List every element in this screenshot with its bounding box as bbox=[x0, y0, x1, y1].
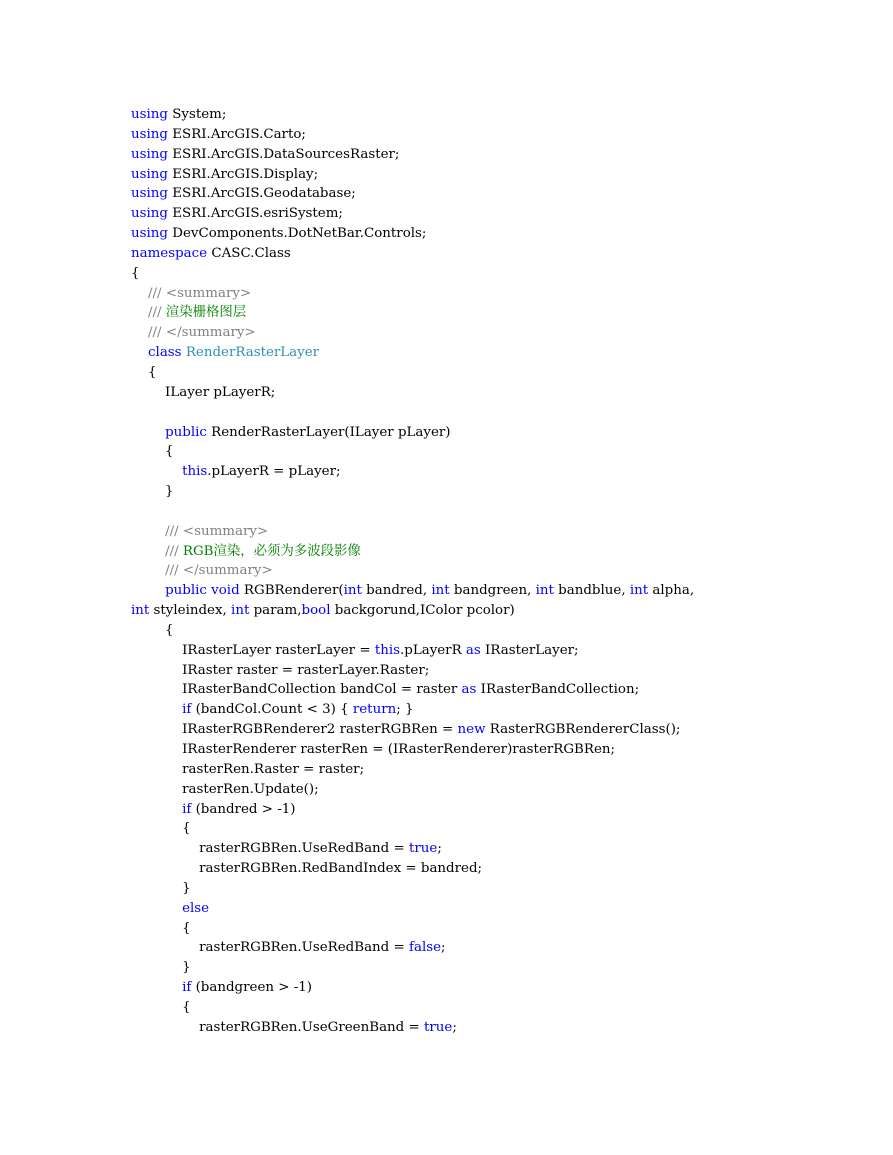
code-token: ESRI.ArcGIS.DataSourcesRaster; bbox=[167, 146, 400, 162]
code-token: bandred, bbox=[361, 583, 432, 599]
keyword-token: int bbox=[535, 583, 554, 599]
doc-tag-token: <summary> bbox=[165, 285, 252, 301]
doc-tag-token: /// bbox=[165, 563, 179, 579]
code-token: bandgreen, bbox=[449, 583, 536, 599]
doc-tag-token: </summary> bbox=[165, 325, 256, 341]
code-line bbox=[131, 105, 831, 125]
code-token: ; bbox=[452, 1019, 457, 1035]
code-line bbox=[131, 839, 831, 859]
keyword-token: public bbox=[165, 583, 207, 599]
code-token bbox=[131, 544, 165, 559]
code-token: ; bbox=[441, 940, 446, 956]
code-line bbox=[131, 244, 831, 264]
code-line bbox=[131, 581, 831, 601]
code-line bbox=[131, 661, 831, 681]
code-line bbox=[131, 145, 831, 165]
code-line bbox=[131, 819, 831, 839]
keyword-token: using bbox=[131, 206, 168, 222]
keyword-token: as bbox=[465, 642, 481, 658]
code-line bbox=[131, 403, 831, 423]
code-token bbox=[131, 563, 165, 578]
doc-tag-token: /// bbox=[148, 305, 162, 321]
keyword-token: public bbox=[165, 424, 207, 440]
code-line bbox=[131, 284, 831, 304]
keyword-token: int bbox=[343, 583, 362, 599]
code-token: CASC.Class bbox=[207, 245, 291, 261]
keyword-token: false bbox=[409, 940, 442, 956]
code-token: IRaster raster = rasterLayer.Raster; bbox=[131, 662, 430, 678]
code-token: ESRI.ArcGIS.Carto; bbox=[167, 126, 306, 142]
code-token: ESRI.ArcGIS.Display; bbox=[167, 166, 319, 182]
code-line bbox=[131, 800, 831, 820]
code-token: { bbox=[131, 821, 191, 837]
code-token: ; } bbox=[396, 702, 414, 718]
code-line bbox=[131, 919, 831, 939]
code-token bbox=[131, 802, 182, 817]
code-line bbox=[131, 125, 831, 145]
code-line bbox=[131, 303, 831, 323]
code-line bbox=[131, 224, 831, 244]
code-token: .pLayerR = pLayer; bbox=[207, 464, 341, 480]
keyword-token: namespace bbox=[131, 245, 208, 261]
code-token: IRasterBandCollection bandCol = raster bbox=[131, 682, 462, 698]
code-line bbox=[131, 978, 831, 998]
code-token: rasterRGBRen.RedBandIndex = bandred; bbox=[131, 861, 483, 877]
code-token: rasterRen.Raster = raster; bbox=[131, 761, 365, 777]
code-line bbox=[131, 204, 831, 224]
code-token: ; bbox=[437, 841, 442, 857]
doc-tag-token: </summary> bbox=[182, 563, 273, 579]
code-token: ESRI.ArcGIS.Geodatabase; bbox=[167, 186, 356, 202]
code-line bbox=[131, 165, 831, 185]
code-token bbox=[131, 980, 182, 995]
code-token: { bbox=[131, 622, 174, 638]
code-token: (bandCol.Count < 3) { bbox=[191, 702, 353, 718]
doc-tag-token: /// bbox=[165, 523, 179, 539]
code-line bbox=[131, 423, 831, 443]
code-line bbox=[131, 859, 831, 879]
keyword-token: int bbox=[131, 603, 150, 619]
code-line bbox=[131, 542, 831, 562]
keyword-token: this bbox=[182, 464, 208, 480]
code-token bbox=[131, 702, 182, 717]
code-token: rasterRen.Update(); bbox=[131, 781, 319, 797]
keyword-token: void bbox=[211, 583, 240, 599]
code-listing bbox=[131, 105, 831, 1038]
code-token: bandblue, bbox=[553, 583, 630, 599]
keyword-token: using bbox=[131, 226, 168, 242]
code-token: { bbox=[131, 920, 191, 936]
code-token: IRasterLayer; bbox=[480, 642, 579, 658]
keyword-token: as bbox=[461, 682, 477, 698]
code-token bbox=[131, 583, 165, 598]
code-token bbox=[131, 305, 148, 320]
doc-tag-token: /// bbox=[148, 285, 162, 301]
code-token: IRasterLayer rasterLayer = bbox=[131, 642, 375, 658]
code-token: } bbox=[131, 484, 174, 500]
code-line bbox=[131, 522, 831, 542]
code-line bbox=[131, 502, 831, 522]
code-token: { bbox=[131, 444, 174, 460]
code-line bbox=[131, 641, 831, 661]
keyword-token: true bbox=[423, 1019, 453, 1035]
code-token: rasterRGBRen.UseGreenBand = bbox=[131, 1019, 424, 1035]
doc-tag-token: /// bbox=[148, 325, 162, 341]
code-line bbox=[131, 879, 831, 899]
keyword-token: this bbox=[374, 642, 400, 658]
code-line bbox=[131, 740, 831, 760]
code-line bbox=[131, 561, 831, 581]
code-line bbox=[131, 462, 831, 482]
code-token bbox=[131, 464, 182, 479]
type-name-token: RenderRasterLayer bbox=[185, 345, 320, 361]
doc-tag-token: /// bbox=[165, 543, 179, 559]
code-token bbox=[131, 901, 182, 916]
code-token: (bandgreen > -1) bbox=[191, 980, 313, 996]
code-token: IRasterRGBRenderer2 rasterRGBRen = bbox=[131, 722, 458, 738]
keyword-token: int bbox=[431, 583, 450, 599]
comment-token: RGB渲染，必须为多波段影像 bbox=[178, 543, 361, 559]
code-token: IRasterRenderer rasterRen = (IRasterRenderer)rasterRGBRen; bbox=[131, 742, 616, 757]
keyword-token: using bbox=[131, 146, 168, 162]
code-token bbox=[131, 345, 148, 360]
keyword-token: if bbox=[182, 702, 192, 718]
code-line bbox=[131, 363, 831, 383]
code-token bbox=[131, 286, 148, 301]
code-line bbox=[131, 680, 831, 700]
code-token: RenderRasterLayer(ILayer pLayer) bbox=[206, 424, 451, 440]
code-token: backgorund,IColor pcolor) bbox=[330, 603, 515, 619]
code-token: rasterRGBRen.UseRedBand = bbox=[131, 940, 409, 956]
keyword-token: using bbox=[131, 166, 168, 182]
code-token: RasterRGBRendererClass(); bbox=[485, 722, 681, 738]
code-line bbox=[131, 760, 831, 780]
code-token bbox=[131, 325, 148, 340]
keyword-token: using bbox=[131, 186, 168, 202]
keyword-token: bool bbox=[301, 603, 331, 619]
keyword-token: int bbox=[629, 583, 649, 599]
keyword-token: class bbox=[148, 345, 182, 361]
code-line bbox=[131, 343, 831, 363]
code-token: DevComponents.DotNetBar.Controls; bbox=[167, 226, 427, 242]
keyword-token: return bbox=[352, 702, 397, 718]
code-line bbox=[131, 323, 831, 343]
code-line bbox=[131, 601, 831, 621]
code-token: rasterRGBRen.UseRedBand = bbox=[131, 841, 409, 857]
code-line bbox=[131, 720, 831, 740]
code-token: param, bbox=[249, 603, 302, 619]
code-token: (bandred > -1) bbox=[191, 801, 296, 817]
code-token bbox=[131, 524, 165, 539]
code-token: IRasterBandCollection; bbox=[476, 682, 640, 698]
keyword-token: using bbox=[131, 107, 168, 122]
keyword-token: if bbox=[182, 980, 192, 996]
code-token: ESRI.ArcGIS.esriSystem; bbox=[167, 206, 343, 222]
code-token: System; bbox=[167, 107, 227, 122]
keyword-token: new bbox=[457, 722, 486, 738]
keyword-token: else bbox=[182, 900, 210, 916]
code-line bbox=[131, 780, 831, 800]
doc-tag-token: <summary> bbox=[182, 523, 269, 539]
keyword-token: using bbox=[131, 126, 168, 142]
code-line bbox=[131, 184, 831, 204]
code-token: { bbox=[131, 265, 140, 281]
keyword-token: true bbox=[409, 841, 438, 857]
keyword-token: if bbox=[182, 801, 192, 817]
code-line bbox=[131, 442, 831, 462]
keyword-token: int bbox=[231, 603, 250, 619]
code-line bbox=[131, 482, 831, 502]
code-line bbox=[131, 958, 831, 978]
code-token: alpha, bbox=[648, 583, 695, 599]
code-line bbox=[131, 1018, 831, 1038]
code-line bbox=[131, 938, 831, 958]
code-token bbox=[131, 425, 165, 440]
code-token: } bbox=[131, 960, 191, 976]
code-line bbox=[131, 899, 831, 919]
code-token: styleindex, bbox=[149, 603, 232, 619]
code-line bbox=[131, 383, 831, 403]
code-token: RGBRenderer( bbox=[239, 583, 344, 599]
code-line bbox=[131, 264, 831, 284]
code-line bbox=[131, 998, 831, 1018]
code-line bbox=[131, 621, 831, 641]
code-token: ILayer pLayerR; bbox=[131, 384, 276, 400]
code-token: { bbox=[131, 364, 157, 380]
code-line bbox=[131, 700, 831, 720]
code-token: { bbox=[131, 999, 191, 1015]
comment-token: 渲染栅格图层 bbox=[161, 305, 247, 321]
code-token: } bbox=[131, 880, 191, 896]
code-token: .pLayerR bbox=[399, 642, 466, 658]
